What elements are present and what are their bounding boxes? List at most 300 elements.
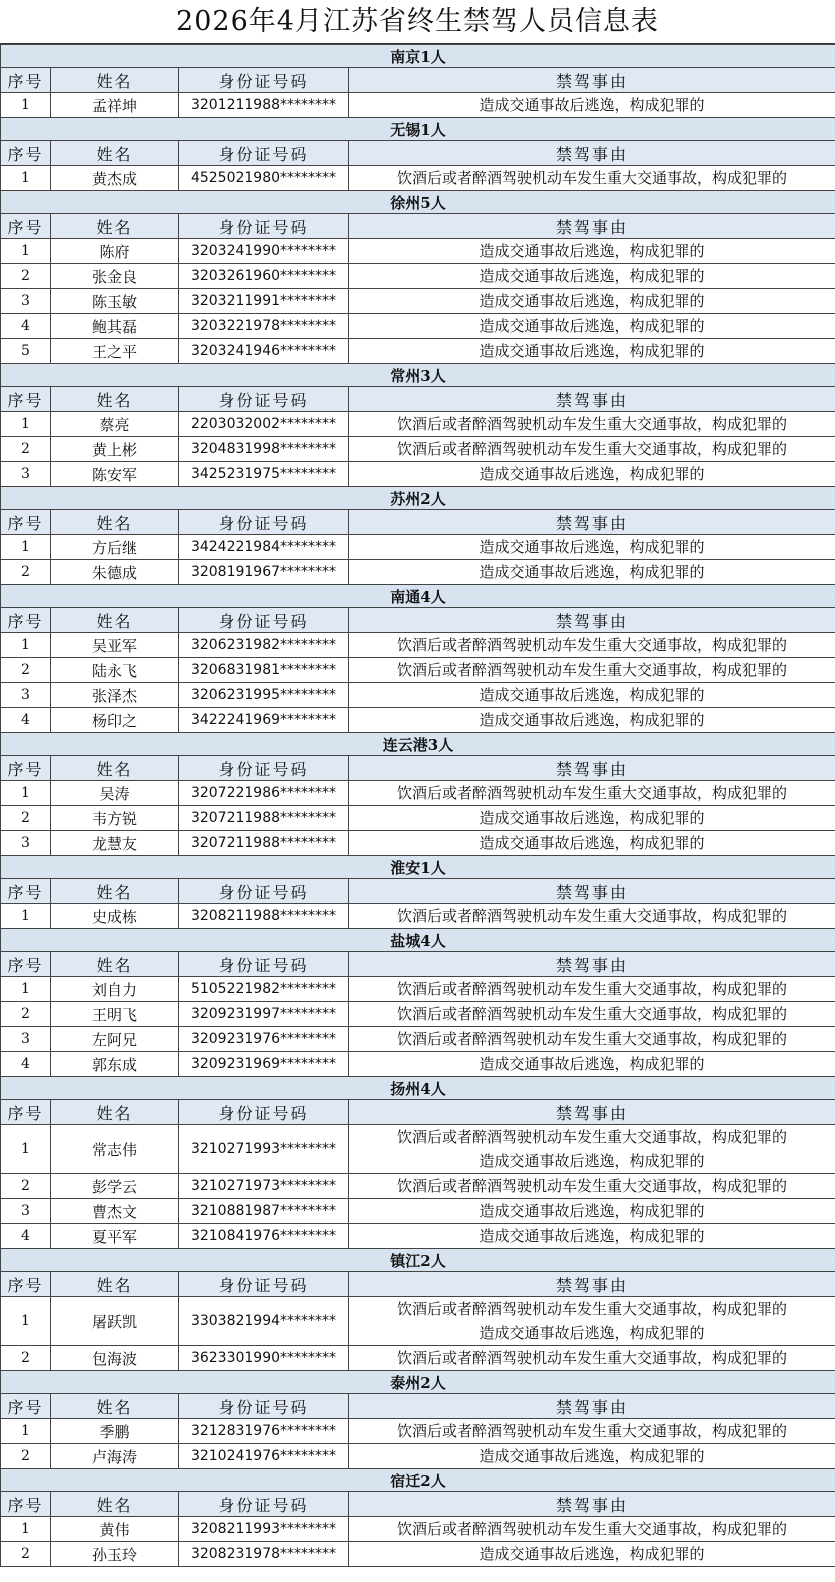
cell-reason xyxy=(349,560,835,585)
cell-reason xyxy=(349,633,835,658)
cell-reason xyxy=(349,1444,835,1469)
header-reason: 禁驾事由 xyxy=(349,214,835,239)
cell-reason xyxy=(349,977,835,1002)
reason-line: 造成交通事故后逃逸，构成犯罪的 xyxy=(479,834,705,852)
cell-reason xyxy=(349,1346,835,1371)
cell-name: 王之平 xyxy=(51,339,179,364)
header-no: 序号 xyxy=(1,510,51,535)
region-label: 常州3人 xyxy=(1,364,835,387)
reason-line: 造成交通事故后逃逸，构成犯罪的 xyxy=(479,1447,705,1465)
table-row xyxy=(1,1224,835,1249)
table-row xyxy=(1,1052,835,1077)
table-body xyxy=(1,45,835,1567)
cell-id: 3203221978******** xyxy=(179,314,349,339)
cell-reason xyxy=(349,1419,835,1444)
region-label: 连云港3人 xyxy=(1,733,835,756)
cell-reason xyxy=(349,1052,835,1077)
header-row xyxy=(1,141,835,166)
reason-line: 饮酒后或者醉酒驾驶机动车发生重大交通事故，构成犯罪的 xyxy=(396,636,787,654)
cell-id: 4525021980******** xyxy=(179,166,349,191)
cell-reason xyxy=(349,462,835,487)
reason-line: 饮酒后或者醉酒驾驶机动车发生重大交通事故，构成犯罪的 xyxy=(396,980,787,998)
reason-line: 饮酒后或者醉酒驾驶机动车发生重大交通事故，构成犯罪的 xyxy=(396,1005,787,1023)
header-id: 身份证号码 xyxy=(179,1394,349,1419)
cell-id: 3209231997******** xyxy=(179,1002,349,1027)
table-row xyxy=(1,1542,835,1567)
cell-id: 3204831998******** xyxy=(179,437,349,462)
region-row xyxy=(1,1249,835,1272)
region-row xyxy=(1,364,835,387)
cell-no: 2 xyxy=(1,658,51,683)
cell-id: 3210271993******** xyxy=(179,1125,349,1174)
table-row xyxy=(1,1517,835,1542)
cell-name: 史成栋 xyxy=(51,904,179,929)
region-label: 无锡1人 xyxy=(1,118,835,141)
reason-line: 造成交通事故后逃逸，构成犯罪的 xyxy=(479,686,705,704)
cell-no: 1 xyxy=(1,166,51,191)
header-reason: 禁驾事由 xyxy=(349,608,835,633)
header-no: 序号 xyxy=(1,141,51,166)
header-no: 序号 xyxy=(1,756,51,781)
reason-line: 造成交通事故后逃逸，构成犯罪的 xyxy=(479,711,705,729)
reason-line: 饮酒后或者醉酒驾驶机动车发生重大交通事故，构成犯罪的 xyxy=(396,415,787,433)
cell-id: 3212831976******** xyxy=(179,1419,349,1444)
cell-reason xyxy=(349,1297,835,1346)
header-id: 身份证号码 xyxy=(179,387,349,412)
header-no: 序号 xyxy=(1,952,51,977)
header-reason: 禁驾事由 xyxy=(349,387,835,412)
cell-no: 5 xyxy=(1,339,51,364)
header-reason: 禁驾事由 xyxy=(349,68,835,93)
cell-id: 3206231982******** xyxy=(179,633,349,658)
reason-line: 造成交通事故后逃逸，构成犯罪的 xyxy=(479,1324,705,1342)
table-row xyxy=(1,93,835,118)
cell-name: 方后继 xyxy=(51,535,179,560)
reason-line: 饮酒后或者醉酒驾驶机动车发生重大交通事故，构成犯罪的 xyxy=(396,440,787,458)
cell-no: 1 xyxy=(1,239,51,264)
reason-line: 造成交通事故后逃逸，构成犯罪的 xyxy=(479,1055,705,1073)
table-row xyxy=(1,1346,835,1371)
cell-no: 2 xyxy=(1,1346,51,1371)
cell-name: 张金良 xyxy=(51,264,179,289)
region-label: 镇江2人 xyxy=(1,1249,835,1272)
header-id: 身份证号码 xyxy=(179,214,349,239)
region-row xyxy=(1,1469,835,1492)
cell-id: 3210881987******** xyxy=(179,1199,349,1224)
cell-reason xyxy=(349,289,835,314)
cell-no: 4 xyxy=(1,1052,51,1077)
cell-reason xyxy=(349,1517,835,1542)
cell-no: 1 xyxy=(1,535,51,560)
cell-name: 黄杰成 xyxy=(51,166,179,191)
table-row xyxy=(1,658,835,683)
header-reason: 禁驾事由 xyxy=(349,1492,835,1517)
cell-no: 1 xyxy=(1,1419,51,1444)
cell-no: 1 xyxy=(1,93,51,118)
table-row xyxy=(1,633,835,658)
cell-no: 2 xyxy=(1,1002,51,1027)
region-row xyxy=(1,1371,835,1394)
header-name: 姓名 xyxy=(51,141,179,166)
cell-name: 王明飞 xyxy=(51,1002,179,1027)
header-name: 姓名 xyxy=(51,1492,179,1517)
cell-id: 3208211988******** xyxy=(179,904,349,929)
cell-name: 朱德成 xyxy=(51,560,179,585)
table-row xyxy=(1,412,835,437)
cell-reason xyxy=(349,683,835,708)
cell-name: 孟祥坤 xyxy=(51,93,179,118)
cell-no: 3 xyxy=(1,289,51,314)
cell-id: 3203241990******** xyxy=(179,239,349,264)
header-no: 序号 xyxy=(1,214,51,239)
reason-line: 造成交通事故后逃逸，构成犯罪的 xyxy=(479,1152,705,1170)
table-row xyxy=(1,314,835,339)
header-id: 身份证号码 xyxy=(179,952,349,977)
region-label: 淮安1人 xyxy=(1,856,835,879)
cell-id: 3210841976******** xyxy=(179,1224,349,1249)
cell-no: 3 xyxy=(1,1199,51,1224)
header-name: 姓名 xyxy=(51,952,179,977)
cell-id: 5105221982******** xyxy=(179,977,349,1002)
table-row xyxy=(1,1027,835,1052)
cell-reason xyxy=(349,535,835,560)
cell-name: 黄伟 xyxy=(51,1517,179,1542)
region-label: 南京1人 xyxy=(1,45,835,68)
header-name: 姓名 xyxy=(51,1272,179,1297)
cell-name: 龙慧友 xyxy=(51,831,179,856)
cell-id: 3422241969******** xyxy=(179,708,349,733)
cell-name: 杨印之 xyxy=(51,708,179,733)
header-row xyxy=(1,756,835,781)
header-reason: 禁驾事由 xyxy=(349,1394,835,1419)
region-label: 泰州2人 xyxy=(1,1371,835,1394)
table-row xyxy=(1,1174,835,1199)
cell-no: 4 xyxy=(1,708,51,733)
header-no: 序号 xyxy=(1,68,51,93)
cell-reason xyxy=(349,1125,835,1174)
cell-reason xyxy=(349,166,835,191)
reason-line: 饮酒后或者醉酒驾驶机动车发生重大交通事故，构成犯罪的 xyxy=(396,169,787,187)
reason-line: 饮酒后或者醉酒驾驶机动车发生重大交通事故，构成犯罪的 xyxy=(396,1422,787,1440)
table-row xyxy=(1,239,835,264)
header-id: 身份证号码 xyxy=(179,1492,349,1517)
reason-line: 造成交通事故后逃逸，构成犯罪的 xyxy=(479,317,705,335)
reason-line: 造成交通事故后逃逸，构成犯罪的 xyxy=(479,809,705,827)
cell-reason xyxy=(349,264,835,289)
cell-no: 3 xyxy=(1,1027,51,1052)
cell-name: 刘自力 xyxy=(51,977,179,1002)
reason-line: 饮酒后或者醉酒驾驶机动车发生重大交通事故，构成犯罪的 xyxy=(396,1128,787,1146)
table-row xyxy=(1,977,835,1002)
cell-name: 屠跃凯 xyxy=(51,1297,179,1346)
cell-id: 3210271973******** xyxy=(179,1174,349,1199)
table-row xyxy=(1,683,835,708)
cell-id: 3203241946******** xyxy=(179,339,349,364)
header-reason: 禁驾事由 xyxy=(349,879,835,904)
cell-no: 2 xyxy=(1,1542,51,1567)
header-id: 身份证号码 xyxy=(179,756,349,781)
header-id: 身份证号码 xyxy=(179,510,349,535)
table-row xyxy=(1,1199,835,1224)
cell-no: 4 xyxy=(1,1224,51,1249)
cell-name: 陈安军 xyxy=(51,462,179,487)
cell-no: 1 xyxy=(1,1125,51,1174)
header-name: 姓名 xyxy=(51,608,179,633)
reason-line: 造成交通事故后逃逸，构成犯罪的 xyxy=(479,1545,705,1563)
cell-reason xyxy=(349,806,835,831)
cell-reason xyxy=(349,1027,835,1052)
header-row xyxy=(1,68,835,93)
cell-name: 常志伟 xyxy=(51,1125,179,1174)
table-row xyxy=(1,1444,835,1469)
header-row xyxy=(1,510,835,535)
cell-id: 3208211993******** xyxy=(179,1517,349,1542)
cell-name: 鲍其磊 xyxy=(51,314,179,339)
table-row xyxy=(1,462,835,487)
table-row xyxy=(1,166,835,191)
header-reason: 禁驾事由 xyxy=(349,1272,835,1297)
table-row xyxy=(1,1419,835,1444)
header-name: 姓名 xyxy=(51,214,179,239)
cell-id: 3623301990******** xyxy=(179,1346,349,1371)
region-row xyxy=(1,1077,835,1100)
header-name: 姓名 xyxy=(51,387,179,412)
table-row xyxy=(1,437,835,462)
header-no: 序号 xyxy=(1,1272,51,1297)
region-row xyxy=(1,118,835,141)
cell-id: 3206231995******** xyxy=(179,683,349,708)
cell-reason xyxy=(349,1174,835,1199)
reason-line: 造成交通事故后逃逸，构成犯罪的 xyxy=(479,342,705,360)
table-row xyxy=(1,264,835,289)
region-row xyxy=(1,45,835,68)
reason-line: 饮酒后或者醉酒驾驶机动车发生重大交通事故，构成犯罪的 xyxy=(396,1349,787,1367)
cell-no: 1 xyxy=(1,1517,51,1542)
cell-name: 彭学云 xyxy=(51,1174,179,1199)
cell-name: 陈府 xyxy=(51,239,179,264)
reason-line: 饮酒后或者醉酒驾驶机动车发生重大交通事故，构成犯罪的 xyxy=(396,907,787,925)
cell-reason xyxy=(349,239,835,264)
cell-id: 3203211991******** xyxy=(179,289,349,314)
header-row xyxy=(1,1100,835,1125)
reason-line: 造成交通事故后逃逸，构成犯罪的 xyxy=(479,1202,705,1220)
cell-name: 季鹏 xyxy=(51,1419,179,1444)
cell-no: 1 xyxy=(1,977,51,1002)
header-row xyxy=(1,387,835,412)
reason-line: 造成交通事故后逃逸，构成犯罪的 xyxy=(479,1227,705,1245)
cell-no: 3 xyxy=(1,831,51,856)
cell-id: 3210241976******** xyxy=(179,1444,349,1469)
cell-no: 1 xyxy=(1,633,51,658)
reason-line: 饮酒后或者醉酒驾驶机动车发生重大交通事故，构成犯罪的 xyxy=(396,1030,787,1048)
cell-no: 2 xyxy=(1,437,51,462)
cell-no: 2 xyxy=(1,1174,51,1199)
reason-line: 造成交通事故后逃逸，构成犯罪的 xyxy=(479,242,705,260)
header-reason: 禁驾事由 xyxy=(349,952,835,977)
header-reason: 禁驾事由 xyxy=(349,756,835,781)
region-label: 南通4人 xyxy=(1,585,835,608)
cell-reason xyxy=(349,1002,835,1027)
cell-name: 陆永飞 xyxy=(51,658,179,683)
table-row xyxy=(1,535,835,560)
cell-reason xyxy=(349,781,835,806)
cell-no: 1 xyxy=(1,904,51,929)
reason-line: 饮酒后或者醉酒驾驶机动车发生重大交通事故，构成犯罪的 xyxy=(396,661,787,679)
cell-name: 卢海涛 xyxy=(51,1444,179,1469)
cell-reason xyxy=(349,1199,835,1224)
region-label: 扬州4人 xyxy=(1,1077,835,1100)
table-row xyxy=(1,781,835,806)
cell-name: 孙玉玲 xyxy=(51,1542,179,1567)
header-row xyxy=(1,1492,835,1517)
table-row xyxy=(1,806,835,831)
header-row xyxy=(1,1272,835,1297)
header-name: 姓名 xyxy=(51,1100,179,1125)
header-reason: 禁驾事由 xyxy=(349,510,835,535)
header-name: 姓名 xyxy=(51,510,179,535)
cell-reason xyxy=(349,1224,835,1249)
header-row xyxy=(1,879,835,904)
cell-id: 2203032002******** xyxy=(179,412,349,437)
cell-name: 吴涛 xyxy=(51,781,179,806)
table-row xyxy=(1,289,835,314)
table-row xyxy=(1,1297,835,1346)
cell-id: 3425231975******** xyxy=(179,462,349,487)
header-row xyxy=(1,608,835,633)
cell-reason xyxy=(349,658,835,683)
table-row xyxy=(1,904,835,929)
cell-no: 2 xyxy=(1,806,51,831)
cell-id: 3207211988******** xyxy=(179,831,349,856)
region-row xyxy=(1,585,835,608)
cell-id: 3208231978******** xyxy=(179,1542,349,1567)
reason-line: 造成交通事故后逃逸，构成犯罪的 xyxy=(479,292,705,310)
reason-line: 饮酒后或者醉酒驾驶机动车发生重大交通事故，构成犯罪的 xyxy=(396,1177,787,1195)
reason-line: 饮酒后或者醉酒驾驶机动车发生重大交通事故，构成犯罪的 xyxy=(396,1520,787,1538)
region-row xyxy=(1,856,835,879)
reason-line: 造成交通事故后逃逸，构成犯罪的 xyxy=(479,267,705,285)
header-id: 身份证号码 xyxy=(179,1272,349,1297)
page-title: 2026年4月江苏省终生禁驾人员信息表 xyxy=(0,0,835,44)
region-row xyxy=(1,929,835,952)
header-id: 身份证号码 xyxy=(179,608,349,633)
header-no: 序号 xyxy=(1,1394,51,1419)
reason-line: 饮酒后或者醉酒驾驶机动车发生重大交通事故，构成犯罪的 xyxy=(396,784,787,802)
cell-reason xyxy=(349,708,835,733)
cell-name: 夏平军 xyxy=(51,1224,179,1249)
cell-no: 2 xyxy=(1,1444,51,1469)
table-row xyxy=(1,1125,835,1174)
cell-no: 2 xyxy=(1,560,51,585)
cell-reason xyxy=(349,831,835,856)
cell-reason xyxy=(349,437,835,462)
reason-line: 造成交通事故后逃逸，构成犯罪的 xyxy=(479,563,705,581)
header-no: 序号 xyxy=(1,879,51,904)
cell-id: 3209231969******** xyxy=(179,1052,349,1077)
info-table xyxy=(0,44,835,1567)
region-label: 苏州2人 xyxy=(1,487,835,510)
region-label: 徐州5人 xyxy=(1,191,835,214)
cell-reason xyxy=(349,412,835,437)
table-row xyxy=(1,560,835,585)
cell-name: 郭东成 xyxy=(51,1052,179,1077)
cell-id: 3207211988******** xyxy=(179,806,349,831)
cell-id: 3206831981******** xyxy=(179,658,349,683)
header-name: 姓名 xyxy=(51,879,179,904)
header-id: 身份证号码 xyxy=(179,879,349,904)
cell-reason xyxy=(349,339,835,364)
header-reason: 禁驾事由 xyxy=(349,1100,835,1125)
reason-line: 饮酒后或者醉酒驾驶机动车发生重大交通事故，构成犯罪的 xyxy=(396,1300,787,1318)
cell-no: 3 xyxy=(1,683,51,708)
cell-no: 1 xyxy=(1,781,51,806)
header-no: 序号 xyxy=(1,608,51,633)
cell-name: 韦方锐 xyxy=(51,806,179,831)
header-no: 序号 xyxy=(1,1100,51,1125)
header-name: 姓名 xyxy=(51,756,179,781)
cell-id: 3209231976******** xyxy=(179,1027,349,1052)
header-name: 姓名 xyxy=(51,68,179,93)
cell-reason xyxy=(349,93,835,118)
header-name: 姓名 xyxy=(51,1394,179,1419)
cell-name: 陈玉敏 xyxy=(51,289,179,314)
header-no: 序号 xyxy=(1,1492,51,1517)
header-id: 身份证号码 xyxy=(179,1100,349,1125)
reason-line: 造成交通事故后逃逸，构成犯罪的 xyxy=(479,96,705,114)
reason-line: 造成交通事故后逃逸，构成犯罪的 xyxy=(479,465,705,483)
table-row xyxy=(1,1002,835,1027)
header-row xyxy=(1,952,835,977)
header-reason: 禁驾事由 xyxy=(349,141,835,166)
cell-id: 3201211988******** xyxy=(179,93,349,118)
region-row xyxy=(1,191,835,214)
cell-reason xyxy=(349,314,835,339)
header-row xyxy=(1,214,835,239)
header-id: 身份证号码 xyxy=(179,68,349,93)
cell-no: 2 xyxy=(1,264,51,289)
cell-name: 蔡亮 xyxy=(51,412,179,437)
cell-reason xyxy=(349,904,835,929)
cell-no: 1 xyxy=(1,1297,51,1346)
region-label: 盐城4人 xyxy=(1,929,835,952)
table-row xyxy=(1,831,835,856)
cell-name: 黄上彬 xyxy=(51,437,179,462)
region-label: 宿迁2人 xyxy=(1,1469,835,1492)
cell-name: 曹杰文 xyxy=(51,1199,179,1224)
cell-name: 包海波 xyxy=(51,1346,179,1371)
header-row xyxy=(1,1394,835,1419)
header-no: 序号 xyxy=(1,387,51,412)
cell-name: 左阿兄 xyxy=(51,1027,179,1052)
cell-id: 3207221986******** xyxy=(179,781,349,806)
cell-id: 3203261960******** xyxy=(179,264,349,289)
reason-line: 造成交通事故后逃逸，构成犯罪的 xyxy=(479,538,705,556)
cell-no: 1 xyxy=(1,412,51,437)
cell-id: 3424221984******** xyxy=(179,535,349,560)
cell-id: 3208191967******** xyxy=(179,560,349,585)
header-id: 身份证号码 xyxy=(179,141,349,166)
table-row xyxy=(1,708,835,733)
cell-name: 吴亚军 xyxy=(51,633,179,658)
cell-no: 3 xyxy=(1,462,51,487)
cell-reason xyxy=(349,1542,835,1567)
region-row xyxy=(1,487,835,510)
cell-name: 张泽杰 xyxy=(51,683,179,708)
region-row xyxy=(1,733,835,756)
cell-id: 3303821994******** xyxy=(179,1297,349,1346)
cell-no: 4 xyxy=(1,314,51,339)
table-row xyxy=(1,339,835,364)
